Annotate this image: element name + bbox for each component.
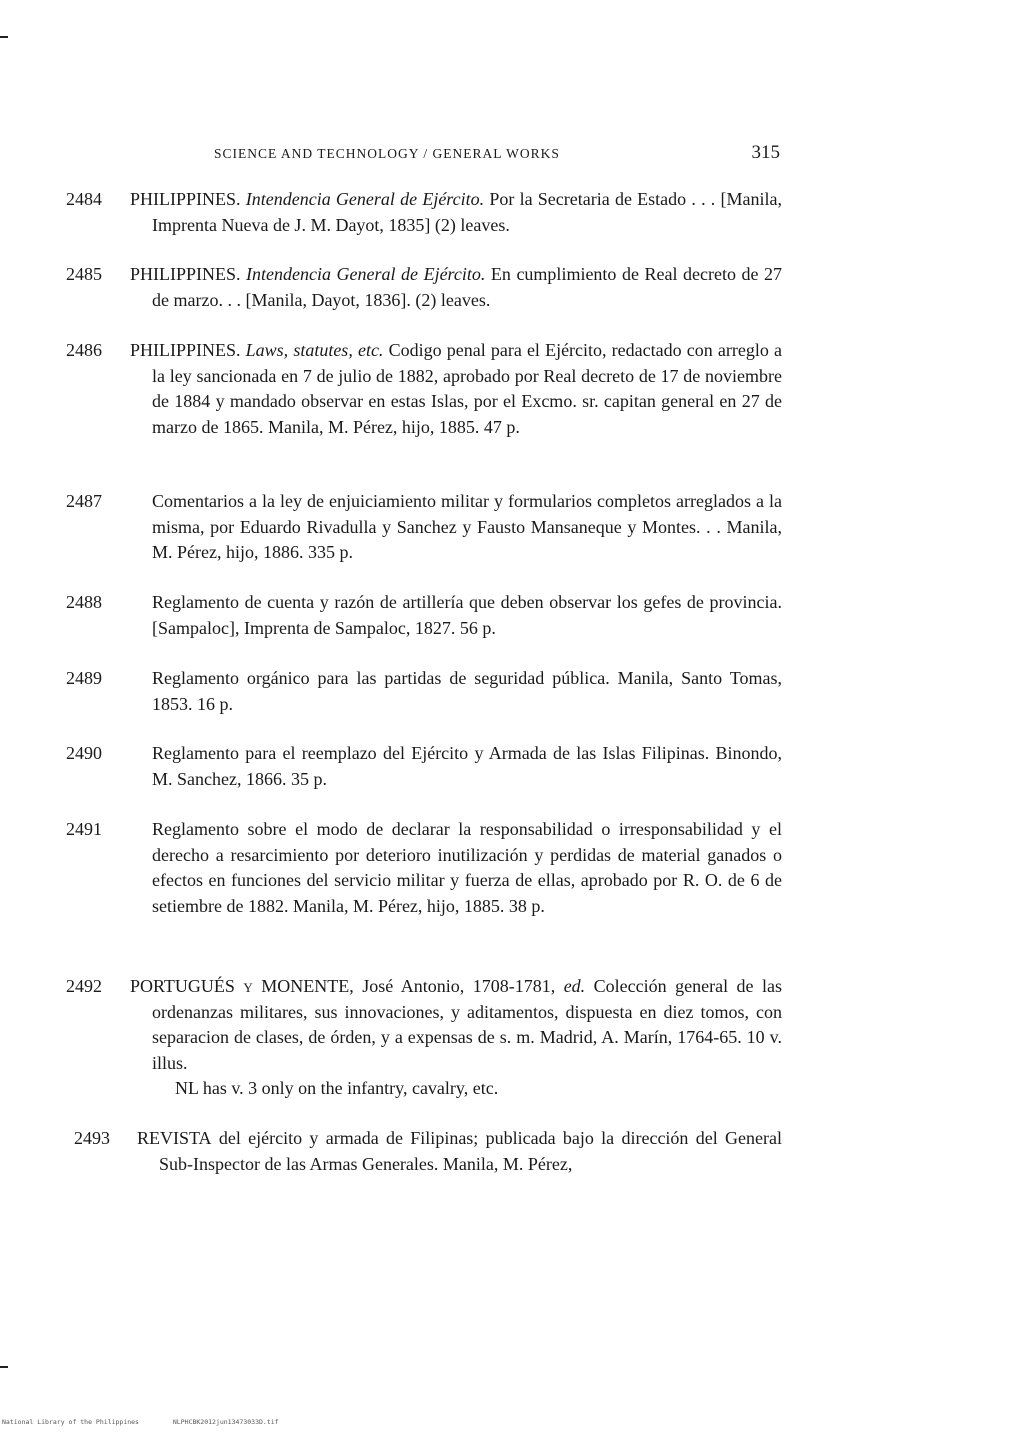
- entry-body: del ejército y armada de Filipinas; publicada bajo la dirección del General Sub-Inspector de las Armas Generales. Manila, M. Pérez,: [159, 1128, 782, 1174]
- entry-text: [152, 590, 782, 641]
- footer-source: National Library of the Philippines: [2, 1418, 139, 1426]
- running-head-title: SCIENCE AND TECHNOLOGY / GENERAL WORKS: [214, 146, 560, 161]
- entry-body: Por la Secretaria de Estado . . . [Manila, Imprenta Nueva de J. M. Dayot, 1835] (2) leaves.: [152, 189, 783, 235]
- entry-body: En cumplimiento de Real decreto de 27 de marzo. . . [Manila, Dayot, 1836]. (2) leaves.: [152, 264, 783, 310]
- entry-text: [130, 262, 782, 313]
- scan-footer: [2, 1418, 309, 1426]
- entry-body: Comentarios a la ley de enjuiciamiento militar y formularios completos arreglados a la misma, por Eduardo Rivadulla y Sanchez y Fausto Mansaneque y Montes. . . Manila, M. Pérez, hijo, 1886. 335 p.: [152, 491, 782, 562]
- entry-body: Reglamento de cuenta y razón de artillería que deben observar los gefes de provincia. [Sampaloc], Imprenta de Sampaloc, 1827. 56 p.: [152, 592, 782, 638]
- entry-number: 2488: [66, 592, 102, 612]
- entry-text: [152, 741, 782, 792]
- entry-body: Reglamento orgánico para las partidas de seguridad pública. Manila, Santo Tomas, 1853. 16 p.: [152, 668, 782, 714]
- entry-heading: PHILIPPINES.: [130, 189, 241, 209]
- entry-number: 2487: [66, 491, 102, 511]
- entry-number: 2489: [66, 668, 102, 688]
- entry-number: 2484: [66, 189, 102, 209]
- entry-heading: PHILIPPINES.: [130, 264, 241, 284]
- entry-body-continued: Colección general de las ordenanzas militares, sus innovaciones, y aditamentos, dispuesta en diez tomos, con separacion de clases, de órden, y a expensas de s. m. Madrid, A. Marín, 1764-65. 10 v. illus.: [152, 976, 783, 1073]
- entry-subheading: Intendencia General de Ejército.: [246, 264, 486, 284]
- entry-text: [130, 187, 782, 238]
- entry-number: 2491: [66, 819, 102, 839]
- entry-number: 2485: [66, 264, 102, 284]
- entry-body: José Antonio, 1708-1781,: [362, 976, 556, 996]
- running-head: [214, 142, 780, 166]
- footer-filename: NLPHCBK2012jun13473033D.tif: [172, 1418, 279, 1426]
- entry-number: 2493: [74, 1128, 110, 1148]
- entry-text: [137, 1126, 782, 1177]
- entry-note: NL has v. 3 only on the infantry, cavalry, etc.: [175, 1078, 499, 1098]
- entry-body: Reglamento para el reemplazo del Ejército y Armada de las Islas Filipinas. Binondo, M. Sanchez, 1866. 35 p.: [152, 743, 782, 789]
- entry-subheading: ed.: [563, 976, 586, 996]
- entry-heading: PHILIPPINES.: [130, 340, 241, 360]
- entry-body: Reglamento sobre el modo de declarar la responsabilidad o irresponsabilidad y el derecho a resarcimiento por deterioro inutilización y perdidas de material ganados o efectos en funciones del servicio militar y fuerza de ellas, aprobado por R. O. de 6 de setiembre de 1882. Manila, M. Pérez, hijo, 1885. 38 p.: [152, 819, 782, 916]
- scan-mark-bottom: [0, 1366, 8, 1368]
- entry-subheading: Laws, statutes, etc.: [245, 340, 384, 360]
- entry-text: [152, 666, 782, 717]
- entry-text: [152, 489, 782, 566]
- entry-number: 2486: [66, 340, 102, 360]
- entry-subheading: Intendencia General de Ejército.: [245, 189, 485, 209]
- entry-number: 2492: [66, 976, 102, 996]
- entry-heading: PORTUGUÉS y MONENTE,: [130, 976, 354, 996]
- entry-body: Codigo penal para el Ejército, redactado con arreglo a la ley sancionada en 7 de julio de 1882, aprobado por Real decreto de 17 de noviembre de 1884 y mandado observar en estas Islas, por el Excmo. sr. capitan general en 27 de marzo de 1865. Manila, M. Pérez, hijo, 1885. 47 p.: [152, 340, 782, 437]
- entry-heading: REVISTA: [137, 1128, 212, 1148]
- entry-text: [130, 338, 782, 440]
- page-number: 315: [751, 142, 780, 163]
- entry-text: [152, 817, 782, 919]
- entry-text: [130, 974, 782, 1076]
- entry-number: 2490: [66, 743, 102, 763]
- scan-mark-top: [0, 36, 8, 38]
